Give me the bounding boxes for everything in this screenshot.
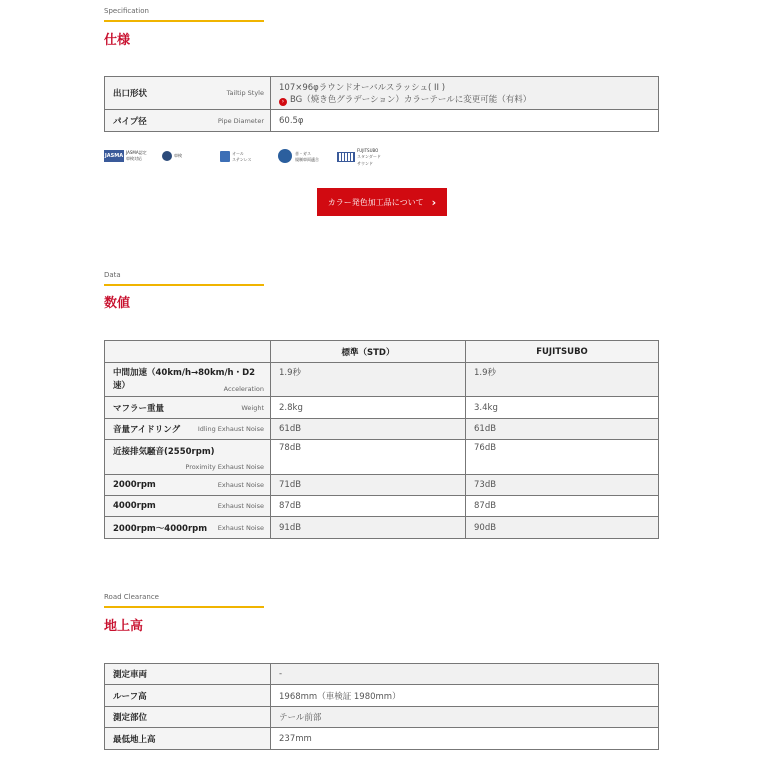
row-label-cell — [105, 517, 271, 539]
std-value: 61dB — [271, 419, 466, 440]
row-label: 4000rpm — [113, 501, 156, 511]
header-blank-cell — [105, 341, 271, 363]
fujitsubo-standard-badge-text: FUJITSUBO スタンダード サウンド — [357, 148, 381, 166]
row-label-en: Exhaust Noise — [217, 523, 264, 532]
row-value-cell: 60.5φ — [271, 110, 659, 132]
table-header-row — [105, 341, 659, 363]
std-value: 78dB — [271, 440, 466, 475]
fujitsubo-value: 1.9秒 — [466, 363, 659, 397]
row-label: 中間加速（40km/h→80km/h・D2速） — [113, 368, 256, 391]
table-row — [105, 496, 659, 517]
table-row — [105, 707, 659, 728]
row-label: ルーフ高 — [105, 685, 271, 707]
row-label-en: Exhaust Noise — [217, 481, 264, 489]
jasma-icon: JASMA — [104, 150, 124, 162]
exhaust-icon — [278, 149, 292, 163]
row-label: 近接排気騒音(2550rpm) — [113, 447, 215, 457]
table-row — [105, 664, 659, 685]
row-label: 測定部位 — [105, 707, 271, 728]
row-label-en: Pipe Diameter — [217, 116, 264, 125]
table-row — [105, 685, 659, 707]
row-label-en: Weight — [241, 403, 264, 412]
color-processing-button-label: カラー発色加工品について — [327, 197, 424, 207]
row-label-cell — [105, 363, 271, 397]
clearance-section-en-heading: Road Clearance — [104, 593, 159, 601]
row-label-cell — [105, 419, 271, 440]
stainless-badge-text: オール ステンレス — [232, 151, 252, 163]
row-label-en: Exhaust Noise — [217, 502, 264, 510]
table-row — [105, 419, 659, 440]
color-option-note: › BG（焼き色グラデーション）カラーテールに変更可能（有料） — [279, 93, 650, 106]
fujitsubo-value: 3.4kg — [466, 397, 659, 419]
row-label: 2000rpm〜4000rpm — [113, 523, 208, 534]
tailtip-style-value: 107×96φラウンドオーバルスラッシュ( II ) — [279, 82, 446, 93]
spec-table — [104, 76, 659, 132]
column-header-std: 標準（STD） — [271, 341, 466, 363]
row-label: 測定車両 — [105, 664, 271, 685]
arrow-circle-icon: › — [279, 98, 287, 106]
row-label: 2000rpm — [113, 480, 156, 490]
row-label-en: Idling Exhaust Noise — [197, 425, 264, 433]
clearance-section-heading: 地上高 — [104, 619, 144, 634]
spec-section-en-heading: Specification — [104, 7, 149, 15]
clearance-heading-rule — [104, 606, 264, 608]
row-value-cell — [271, 77, 659, 110]
row-label-en: Proximity Exhaust Noise — [185, 463, 264, 471]
jasma-badge-text: JASMA認定 車検対応 — [126, 150, 147, 162]
row-label: パイプ径 — [113, 116, 147, 127]
fujitsubo-value: 61dB — [466, 419, 659, 440]
fujitsubo-value: 90dB — [466, 517, 659, 539]
row-value: 1968mm（車検証 1980mm） — [271, 685, 659, 707]
color-processing-button[interactable] — [317, 188, 447, 216]
table-row — [105, 475, 659, 496]
chevron-right-icon: › — [431, 195, 437, 209]
spec-heading-rule — [104, 20, 264, 22]
row-value: - — [271, 664, 659, 685]
row-label-en: Tailtip Style — [226, 89, 264, 97]
data-section-en-heading: Data — [104, 271, 121, 279]
std-value: 91dB — [271, 517, 466, 539]
tokei-icon — [162, 151, 172, 161]
row-label-cell — [105, 475, 271, 496]
row-label-cell — [105, 110, 271, 132]
row-label-en: Acceleration — [223, 385, 264, 393]
std-value: 87dB — [271, 496, 466, 517]
data-table — [104, 340, 659, 539]
data-section-heading: 数値 — [104, 296, 131, 311]
row-label: 最低地上高 — [105, 728, 271, 750]
stainless-icon — [220, 151, 230, 162]
fujitsubo-value: 87dB — [466, 496, 659, 517]
data-heading-rule — [104, 284, 264, 286]
std-value: 2.8kg — [271, 397, 466, 419]
table-row — [105, 440, 659, 475]
tokei-badge-text: 車検 — [174, 153, 182, 158]
std-value: 1.9秒 — [271, 363, 466, 397]
fujitsubo-value: 76dB — [466, 440, 659, 475]
column-header-fujitsubo: FUJITSUBO — [466, 341, 659, 363]
table-row — [105, 517, 659, 539]
spec-section-heading: 仕様 — [104, 33, 131, 48]
row-label: マフラー重量 — [113, 403, 165, 414]
row-label-cell — [105, 440, 271, 475]
row-label: 音量アイドリング — [113, 425, 181, 435]
row-label-cell — [105, 496, 271, 517]
std-value: 71dB — [271, 475, 466, 496]
table-row — [105, 77, 659, 110]
table-row — [105, 363, 659, 397]
clearance-table — [104, 663, 659, 750]
row-value: テール前部 — [271, 707, 659, 728]
row-label: 出口形状 — [113, 89, 148, 99]
table-row — [105, 110, 659, 132]
row-value: 237mm — [271, 728, 659, 750]
row-label-cell — [105, 77, 271, 110]
exhaust-badge-text: 音・ガス 規制車両適合 — [295, 151, 319, 163]
fujitsubo-value: 73dB — [466, 475, 659, 496]
table-row — [105, 728, 659, 750]
fujitsubo-standard-icon — [337, 152, 355, 162]
row-label-cell — [105, 397, 271, 419]
table-row — [105, 397, 659, 419]
